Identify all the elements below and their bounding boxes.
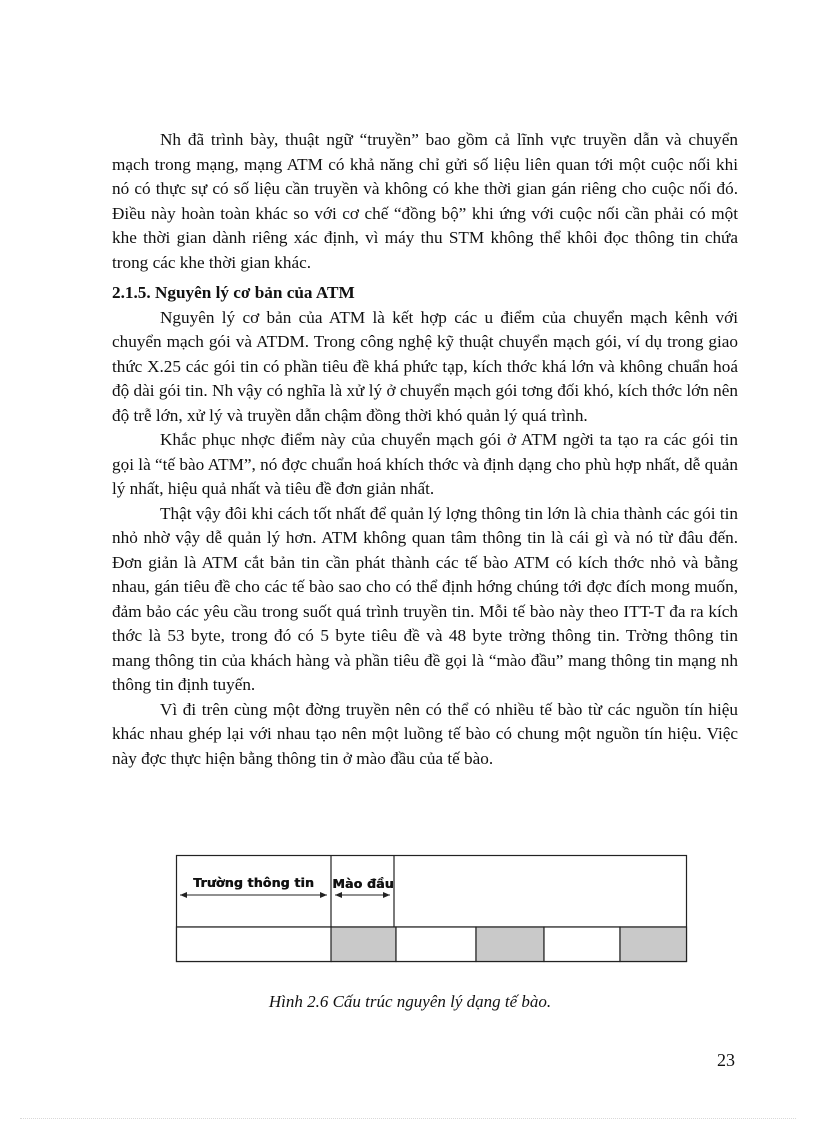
cell-5 [544, 927, 620, 962]
cell-3 [396, 927, 476, 962]
cell-structure-diagram [176, 855, 688, 963]
paragraph-cells: Thật vậy đôi khi cách tốt nhất để quản lý lợng thông tin lớn là chia thành các gói tin nhỏ nhờ vậy dễ quản lý hơn. ATM không quan tâm thông tin là cái gì và nó từ đâu đến. Đơn giản là ATM cắt bản tin cần phát thành các tế bào ATM có kích thớc nhỏ và bằng nhau, gán tiêu đề cho các tế bào sao cho có thể định hớng chúng tới đợc đích mong muốn, đảm bảo các yêu cầu trong suốt quá trình truyền tin. Mỗi tế bào này theo ITT-T đa ra kích thớc là 53 byte, trong đó có 5 byte tiêu đề và 48 byte trờng thông tin. Trờng thông tin mang thông tin của khách hàng và phần tiêu đề gọi là “mào đầu” mang thông tin mạng nh thông tin định tuyến. [112, 503, 738, 694]
figure-caption [0, 992, 816, 1012]
cell-2-shaded [331, 927, 396, 962]
section-heading: 2.1.5. Nguyên lý cơ bản của ATM [112, 283, 355, 302]
info-field-label: Trường thông tin [192, 875, 315, 890]
cell-6-shaded [620, 927, 687, 962]
page-number: 23 [717, 1050, 735, 1070]
paragraph-remedy: Khắc phục nhợc điểm này của chuyển mạch gói ở ATM ngời ta tạo ra các gói tin gọi là “tế bào ATM”, nó đợc chuẩn hoá khích thớc và định dạng cho phù hợp nhất, dễ quản lý nhất, hiệu quả nhất và tiêu đề đơn giản nhất. [112, 430, 738, 498]
figure-caption-text: Hình 2.6 Cấu trúc nguyên lý dạng tế bào. [268, 992, 552, 1011]
cell-1 [177, 927, 332, 962]
intro-paragraph: Nh đã trình bày, thuật ngữ “truyền” bao gồm cả lĩnh vực truyền dẫn và chuyển mạch trong mạng, mạng ATM có khả năng chỉ gửi số liệu liên quan tới một cuộc nối khi nó có thực sự có số liệu cần truyền và không có khe thời gian gán riêng cho cuộc nối đó. Điều này hoàn toàn khác so với cơ chế “đồng bộ” khi ứng với cuộc nối cần phải có một khe thời gian dành riêng xác định, vì máy thu STM không thể khôi đọc thông tin chứa trong các khe thời gian khác. [112, 130, 738, 272]
paragraph-principle: Nguyên lý cơ bản của ATM là kết hợp các u điểm của chuyển mạch kênh với chuyển mạch gói và ATDM. Trong công nghệ kỹ thuật chuyển mạch gói, ví dụ trong giao thức X.25 các gói tin có phần tiêu đề khá phức tạp, kích thớc khá lớn và không chuẩn hoá độ dài gói tin. Nh vậy có nghĩa là xử lý ở chuyển mạch gói tơng đối khó, kích thớc lớn nên độ trễ lớn, xử lý và truyền dẫn chậm đồng thời khó quản lý quá trình. [112, 307, 738, 425]
header-label: Mào đầu [332, 876, 394, 891]
paragraph-multiplex: Vì đi trên cùng một đờng truyền nên có thể có nhiều tế bào từ các nguồn tín hiệu khác nhau ghép lại với nhau tạo nên một luồng tế bào có chung một nguồn tín hiệu. Việc này đợc thực hiện bằng thông tin ở mào đầu của tế bào. [112, 699, 738, 768]
body-text [112, 128, 738, 771]
cell-4-shaded [476, 927, 544, 962]
page-bottom-border [20, 1118, 796, 1119]
cell-structure-figure [176, 855, 688, 963]
